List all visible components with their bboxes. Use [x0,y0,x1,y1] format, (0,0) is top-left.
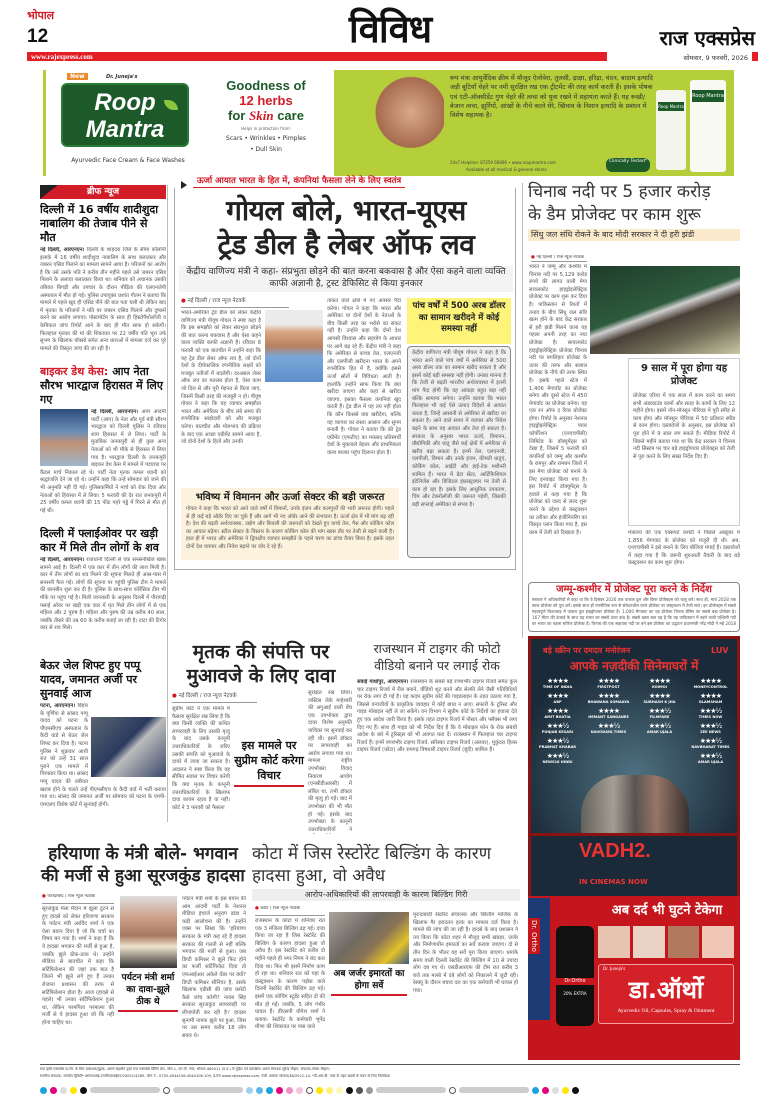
kota-story [252,843,520,901]
star-rating: ★★★½ [597,722,620,730]
tiger-body [357,679,517,829]
star-rating: ★★★★ [546,707,569,715]
color-swatch [542,1087,549,1094]
jk-box [528,582,740,632]
box-story-title[interactable]: पांच वर्षों में 500 अरब डॉलर का सामान खरीदने में कोई समस्या नहीं [412,301,506,334]
star-rating: ★★★★ [597,677,620,685]
story-headline[interactable] [40,365,166,407]
neck-pain-photo [633,926,665,958]
chenab-byline [531,255,587,262]
headline-red: बाइकर डेथ केस: [40,365,109,378]
chenab-body-2: मंत्रालय की एक एक्सपर्ट कमेटी ने पिछले अक्टूबर में 1,856 मेगावाट के प्रोजेक्ट को मंजूरी दी थी। अब, एनएचपीसी ने इसे बनाने के लिए बोलियां मंगाई हैं। दस्तावेजों में कहा गया है कि जरूरी शुरुआती तैयारी के बाद बड़े कंस्ट्रक्शन का काम शुरू होगा। [628,530,740,567]
brief-news-label [40,185,166,199]
rating-item [584,692,633,705]
color-swatch [572,1087,579,1094]
story-body: आम आदमी पार्टी (आप) के नेता और पूर्व मंत्री सौरभ भारद्वाज को दिल्ली पुलिस ने रविवार शाम हिरासत में ले लिया। पार्टी के मुताबिक जनकपुरी से ही कुछ अन्य नेताओं को भी मौके से हिरासत में लिया गया है। भारद्वाज दिल्ली के जनकपुरी बाइकर डेथ केस में मामले में पदयात्रा पर कैंडल मार्च निकाल रहे थे। पार्टी नेता मृतक कमल ध्यानी को श्रद्धांजलि देने जा रहे थे। उन्होंने कहा कि उन्हें सोमवार को जाने की भी अनुमति नहीं दी गई। पुलिसकर्मियों ने मार्च को रोक दिया और नेताओं को हिरासत में ले लिया। 5 फरवरी की देर रात जनकपुरी में 25 वर्षीय कमल ध्यानी की 15 फीट गहरे गड्ढे में गिरने से मौत हो गई थी। [40,409,166,514]
bullet-icon: ● [181,298,186,304]
rating-source: PUNJAB KESARI [541,730,574,734]
mritak-body-1: सुप्रीम कोर्ट ने एक मामले में फैसला सुरक्षित रख लिया है कि क्या किसी व्यक्ति की कथित लापरवाही के लिए उसकी मृत्यु के बाद उसके कानूनी उत्तराधिकारियों के जरिए उसकी संपत्ति को मुआवजे के दायरे में लाया जा सकता है। अदालत ने स्पष्ट किया कि वह सीमित सवाल पर विचार करेगी कि क्या मृतक के कानूनी उत्तराधिकारियों के खिलाफ दावा कायम रहता है या नहीं। कोर्ट ने 3 फरवरी को फैसला [172,706,230,811]
star-rating: ★★★½ [648,722,671,730]
bottle-label: Dr.Ortho [556,978,594,985]
ortho-tagline: Ayurvedic Oil, Capsules, Spray & Ointment [617,1008,715,1014]
registration-mark-icon [449,1087,456,1094]
issue-date: सोमवार, 9 फरवरी, 2026 [683,54,748,62]
story-text: दिल्ली के शाहदरा जिले के सीमा कॉलोनी इलाके में 16 वर्षीय शादीशुदा नाबालिग के साथ बलात्कार और जबरन एसिड पिलाने का मामला सामने आया है। परिजनों का आरोप है कि उसे उसके पति ने करीब तीन महीने पहले उसे जबरन एसिड पिलाने के अलावा बलात्कार किया था। शनिवार को अचानक उसकी तबियत बिगड़ी और उपचार के दौरान पीड़िता की एलएनजेपी अस्पताल में मौत हो गई। पुलिस उपायुक्त प्रशांत गौतम ने बताया कि मामले में पहले खुद ही एसिड पीने की बात पता चली थी लेकिन बाद में मृतका के परिजनों ने पति पर जबरन एसिड पिलाने और दुष्कर्म करने का आरोप लगाया। पोस्टमॉर्टम के साथ ही हिस्टोपैथोलॉजी व केमिकल जांच रिपोर्ट आने के बाद ही मौत साफ हो सकेगी। फिलहाल मृतका की मां की शिकायत पर 22 वर्षीय पति भूरा उर्फ सुभम के खिलाफ पॉक्सो समेत अन्य धाराओं में मामला दर्ज कर पूरे मामले की विस्तृत जांच की जा रही है। [40,247,166,352]
kota-deck: आरोप-अधिकारियों की लापरवाही के कारण बिल्डिंग गिरी [252,889,520,901]
movie-actors-photo [581,775,689,833]
skin-care-line [201,108,331,123]
lead-body-2: ताकत वाले क्षेत्रों में नए अवसर पैदा करेगा। गोयल ने कहा कि भारत और अमेरिका या दोनों देशों के नेताओं के बीच किसी तरह का भरोसे का संकट नहीं है। उन्होंने कहा कि दोनों देश आपसी विश्वास और सहयोग के आधार पर आगे बढ़ रहे हैं। केंद्रीय मंत्री ने कहा कि अमेरिका से कच्चा तेल, एलएनजी और एलपीजी खरीदना भारत के अपने रणनीतिक हित में है, क्योंकि इससे ऊर्जा स्रोतों में विविधता आती है। हालांकि उन्होंने साफ किया कि क्या खरीदा जाएगा और कहां से खरीदा जाएगा, इसका फैसला कंपनियां खुद करती हैं। ट्रेड डील में यह तय नहीं होता कि कौन किससे क्या खरीदेगा, बल्कि यह व्यापार का रास्ता आसान और सुगम बनाती है। गोयल ने बताया कि फ्री ट्रेड एग्रीमेंट (एफटीए) का मकसद प्रतिस्पर्धी देशों के मुकाबले बेहतर और प्राथमिकता वाला बाजार पहुंच दिलाना होता है। [327,298,401,456]
story-body-wrap [40,703,166,817]
rating-source: TIME OF INDIA [542,685,573,689]
color-swatch [326,1087,333,1094]
dateline: नई दिल्ली, आरएनएन। [40,247,85,253]
chenab-story [528,181,762,241]
kota-byline [255,906,325,916]
story-headline[interactable]: बेऊर जेल शिफ्ट हुए पप्पू यादव, जमानत अर्जी पर सुनवाई आज [40,659,141,700]
color-swatch [256,1087,263,1094]
rating-item [686,707,735,720]
rating-source: NAVODAYA TIMES [590,730,627,734]
chenab-body-col2 [592,358,624,576]
story-body-wrap [40,409,166,523]
star-rating: ★★★★ [648,677,671,685]
color-swatch [70,1087,77,1094]
right-divider [522,183,523,638]
haryana-body-2: पर्यटन मंत्री शर्मा के इस बयान की आम आदमी पार्टी के नेशनल मीडिया इंचार्ज अनुराग ढांडा ने कड़ी आलोचना की है। उन्होंने एक्स पर लिखा कि 'हरियाणा सरकार के मंत्री कह रहे हैं हादसा सरकार की गलती से नहीं बल्कि भगवान की मर्जी से हुआ। जब डिप्टी कमिश्नर ने झूले फिट होने का फर्जी सर्टिफिकेट दिया तो एफआईआर अकेले वेंडर पर क्यों? डिप्टी कमिश्नर सीनियर है, उसके खिलाफ एडीसी की जांच कमेटी कैसे जांच करेगी? नायब सिंह सरकार सूरजकुंड लापरवाही पर लीपापोती कर रही है।' हादसा सुनामी नामक झूले पर हुआ, जिस पर उस समय करीब 18 लोग सवार थे। [182,896,246,1039]
color-swatch [336,1087,343,1094]
movie-cta: IN CINEMAS NOW [579,878,648,886]
byline-text: कोटा / राज न्यूज नेटवर्क [260,906,301,911]
movie-title: VADH2. [579,840,651,862]
ortho-maker: Dr. Juneja's [603,966,626,971]
haryana-body-1: सूरजकुंड मेला मैदान में झूला टूटने से हुए हादसे को लेकर हरियाणा सरकार के पर्यटन मंत्री अरविंद शर्मा ने एक ऐसा बयान दिया है जो कि चर्चा का विषय बन गया है। शर्मा ने कहा है कि ये हादसा भगवान की मर्जी से हुआ है, जबकि झूले ठीक-ठाक थे। उन्होंने मीडिया से बातचीत में कहा कि सर्टिफिकेशन की जहां तक बात है जितने भी झूले लगे हुए हैं उनका रोजाना प्रशासन की तरफ से सर्टिफिकेशन होता है। आज (हादसे से पहले) भी उनका सर्टिफिकेशन हुआ था, लेकिन परमपिता परमात्मा की मर्जी से ये हादसा हुआ जो कि नहीं होना चाहिए था। [42,906,114,1026]
jk-body: सरकार ने अधिकारियों से कहा था कि वे दिसंबर 2026 तक पाकल दुल और किरू प्रोजेक्ट्स को चालू करें। साथ ही, मार्च 2028 तक क्वार प्रोजेक्ट को पूरा करें। इसके साथ ही रणनीतिक रूप से संवेदनशील रतले प्रोजेक्ट पर कंस्ट्रक्शन में तेजी लाएं। इन प्रोजेक्ट्स में सबसे महत्वपूर्ण किश्तवाड़ में पाकल दुल हाइड्रोपावर प्रोजेक्ट है। 1,000 मेगावाट का यह प्रोजेक्ट चिनाब बेसिन का सबसे बड़ा प्रोजेक्ट है। 167 मीटर की ऊंचाई के साथ यह भारत का सबसे ऊंचा बांध है। सबसे खास बात यह है कि यह पाकिस्तान में बहने वाली पश्चिमी नदी पर भारत का पहला स्टोरेज प्रोजेक्ट है। चिनाब की एक सहायक नदी पर बने इस प्रोजेक्ट का उद्घाटन प्रधानमंत्री नरेंद्र मोदी ने मई 2018 [532,597,736,626]
studio-logo: LUV [711,646,729,655]
piyush-goyal-photo [265,310,323,382]
rating-item [686,737,735,750]
color-swatch [296,1087,303,1094]
rating-source: AMIT BHATIA [544,715,571,719]
color-swatch [356,1087,363,1094]
story-body: बिहार के पूर्णिया से सांसद पप्पू यादव को पटना के पीएमसीएच अस्पताल के कैदी वार्ड से बेऊर जेल शिफ्ट कर दिया है। पटना पुलिस ने शुक्रवार आधी रात को उन्हें 31 साल पुराने एक मामले में गिरफ्तार किया था। सांसद पप्पू यादव की तबीयत खराब होने के चलते उन्हें पीएमसीएच के कैदी वार्ड में भर्ती कराया गया था। सांसद की जमानत अर्जी पर सोमवार को पटना के एमपी-एमएलए विशेष कोर्ट में सुनवाई होगी। [40,703,166,808]
registration-bar [459,1087,529,1093]
ortho-bottle [556,926,594,1026]
star-rating: ★★★½ [699,752,722,760]
lead-col-1 [181,296,289,311]
registration-bar [376,1087,446,1093]
column-divider [167,185,168,822]
roop-mantra-ad[interactable] [43,70,334,176]
edition-city: भोपाल [27,9,55,22]
star-rating: ★★★½ [699,737,722,745]
kicker: ऊर्जा आयात भारत के हित में, कंपनियां फैसला लेने के लिए स्वतंत्र [193,176,405,188]
roop-mantra-logo [61,83,189,147]
mritak-gutter [234,690,304,736]
color-swatch [316,1087,323,1094]
vadh2-title-panel [528,836,740,896]
brief-news-title: ब्रीफ न्यूज [86,187,120,197]
byline-text: नई दिल्ली / राज न्यूज नेटवर्क [178,693,237,699]
tiger-story [357,640,517,829]
color-swatch [50,1087,57,1094]
brand-name: राज एक्सप्रेस [659,26,755,50]
color-swatch [266,1087,273,1094]
brief-story-4 [40,659,166,817]
story-headline[interactable]: दिल्ली में फ्लाईओवर पर खड़ी कार में मिले तीन लोगों के शव [40,527,159,554]
rating-item [584,707,633,720]
rating-item [686,677,735,690]
sub-story-title[interactable]: भविष्य में विमानन और ऊर्जा सेक्टर की बड़ी जरूरत [195,492,385,503]
ortho-logo-box [598,964,734,1024]
ad-availability: Available at all medical & general stores [466,167,547,172]
star-rating: ★★★★ [648,692,671,700]
chenab-deck: सिंधु जल संधि रोकने के बाद मोदी सरकार ने दी हरी झंडी [528,229,740,241]
label-corner [40,185,58,199]
rating-source: HEMANT SANGANEE [588,715,629,719]
brief-story-1 [40,203,166,361]
bullet-icon: ● [42,894,46,899]
rating-item [584,722,633,735]
color-swatch [40,1087,47,1094]
rating-item [533,677,582,690]
rating-item [635,707,684,720]
movie-top-line: बड़े स्क्रीन पर दमदार मनोरंजन [543,646,631,655]
product-tube-2 [690,80,726,172]
haryana-story [40,843,246,887]
mritak-headline[interactable]: मृतक की संपत्ति पर मुआवजे के लिए दावा [186,641,336,687]
dam-photo [590,266,740,354]
dateline: सवाई माधोपुर, आरएनएन। [357,679,409,685]
star-rating: ★★★★ [699,677,722,685]
story-body [40,557,166,655]
color-swatch [60,1087,67,1094]
byline-text: नई दिल्ली / राज न्यूज नेटवर्क [536,255,584,260]
chenab-body: भारत ने जम्मू और कश्मीर में चिनाब नदी पर 5,129 करोड़ रुपये की लागत वाली मेगा सावलकोट हाइड्रोइलेक्ट्रिक प्रोजेक्ट पर काम शुरू कर दिया है। पाकिस्तान से रिश्तों में तनाव के बीच सिंधु जल संधि खत्म होने के बाद केंद्र सरकार से हरी झंडी मिलने वाला यह पहला अपनी तरह का नया प्रोजेक्ट है। सावलकोट हाइड्रोइलेक्ट्रिक प्रोजेक्ट चिनाब नदी पर बगलिहार प्रोजेक्ट के ऊपर की तरफ और सलाल प्रोजेक्ट के नीचे की तरफ स्थित है। इसके पहले स्टेज में 1,406 मेगावॉट का प्रोजेक्ट बनेगा और दूसरे स्टेज में 450 मेगावॉट का प्रोजेक्ट बनेगा। यह एक रन ऑफ द रिवर प्रोजेक्ट होगा। रिपोर्ट के अनुसार नेशनल हाइड्रोइलेक्ट्रिक पावर कॉर्पोरेशन (एनएचपीसी) लिमिटेड के डॉक्यूमेंट्स को देखा है, जिसमें 5 फरवरी को कंपनियों को जम्मू और कश्मीर के रामपुर और रामबन जिलों में इस मेगा प्रोजेक्ट को बनाने के लिए इनवाइट किया गया है। इस रिपोर्ट में डॉक्यूमेंट्स के हवाले से कहा गया है कि प्रोजेक्ट को जल्द से जल्द शुरू करने के उद्देश्य से कंस्ट्रक्शन का तरीका और इंजीनियरिंग का विस्तृत प्लान किया गया है, इस काम में तेजी को दिखाता है। [529,264,587,536]
brand-line-1: Roop [94,89,156,116]
star-rating: ★★★★ [546,677,569,685]
star-rating: ★★★½ [699,707,722,715]
rating-source: SUBHASH K JHA [643,700,676,704]
ad-maker: Dr. Juneja's [106,74,138,80]
ortho-box [528,898,550,1020]
kota-pullquote: अब जर्जर इमारतों का होगा सर्वे [331,968,407,996]
story-headline[interactable]: दिल्ली में 16 वर्षीय शादीशुदा नाबालिग की तेजाब पीने से मौत [40,203,159,244]
benefits-line-2: • Dull Skin [250,146,282,153]
star-rating: ★★★½ [546,722,569,730]
rating-item [686,752,735,765]
clinically-tested-badge: Clinically Tested* [606,158,650,172]
ad-body: रूप मंत्रा आयुर्वेदिक क्रीम में मौजूद ऐलोवेरा, तुलसी, द्राक्षा, हरिद्रा, चंदन, बादाम इत्यादि जड़ी बूटियाँ चेहरे पर नमी सुरक्षित रख एक ट्रीटमेंट की तरह कार्य करती हैं। इसके पोषक एवं एंटी-ऑक्सीडेंट गुण चेहरे की त्वचा को युवा रखने में सहायता करते हैं। यह रूखी/ बेजान त्वचा, झुर्रियों, आंखों के नीचे काले घेरे, खिंचाव के निशान इत्यादि के प्रबंधन में विशेष सहायक है। [450,74,653,120]
ad-tagline: Ayurvedic Face Cream & Face Washes [71,157,185,164]
mritak-pullquote: इस मामले पर सुप्रीम कोर्ट करेगा विचार [234,738,304,787]
red-rule-end [752,52,758,61]
box-label: Dr. Ortho [530,920,538,952]
back-pain-photo [702,926,734,958]
byline-text: फरीदाबाद / राज न्यूज नेटवर्क [47,894,96,899]
rating-source: BHAWANA SOMAAYA [587,700,630,704]
color-swatch [562,1087,569,1094]
ad-model-photo [334,70,444,176]
ortho-headline: अब दर्द भी घुटने टेकेगा [611,903,723,918]
rating-source: KOIMOI [652,685,667,689]
kota-body-1: राजस्थान के कोटा में शनिवार रात एक 3 मंजिला बिल्डिंग ढह गई। दावा किया जा रहा है जिस रेस्टोरेंट की बिल्डिंग के कारण हादसा हुआ वो अवैध है। इस रेस्टोरेंट को करीब दो महीने पहले ही नगर निगम ने बंद करा दिया था। फिर भी इसमें निर्माण काम हो रहा था। शनिवार रात को यहां के कंस्ट्रक्शन के कारण पड़ोस वाले दिल्ली रेस्टोरेंट की बिल्डिंग ढह गई। इसमें एक कोचिंग स्टूडेंट सहित दो की मौत हो गई। जबकि, 5 लोग गंभीर घायल हैं। डीएसपी योगेश शर्मा ने बताया- रेस्टोरेंट के कर्मचारी भूपेंद्र मीणा की शिकायत पर पास वाले [255,918,325,1031]
rating-item [635,722,684,735]
chenab-box-title[interactable]: 9 साल में पूरा होगा यह प्रोजेक्ट [640,363,728,387]
box-story-body: केंद्रीय वाणिज्य मंत्री पीयूष गोयल ने कहा है कि भारत आने वाले पांच वर्षों में अमेरिका से 500 अरब डॉलर तक का सामान खरीद सकता है और इसमें कोई बड़ी समस्या नहीं होगी। उनका मानना है कि तेजी से बढ़ती भारतीय अर्थव्यवस्था में इतनी मांग पैदा होगी कि यह आंकड़ा बहुत बड़ा नहीं बल्कि सामान्य लगेगा। उन्होंने बताया कि भारत फिलहाल भी कई ऐसे उत्पाद विदेशों से आयात करता है, जिन्हें आसानी से अमेरिका से खरीदा जा सकता है। आने वाले समय में व्यापार और निवेश बढ़ने के साथ यह आयात और तेज हो सकता है। सरकार के अनुसार भारत ऊर्जा, विमानन, प्रौद्योगिकी और धातु जैसे कई क्षेत्रों में अमेरिका से खरीद बढ़ा सकता है। इनमें तेल, एलएनजी, एलपीजी, विमान और उनके इंजन, कीमती धातुएं, कोकिंग कोल, आईटी और हाई-टेक मशीनरी शामिल हैं। भारत में डेटा सेंटर, आर्टिफिशियल इंटेलिजेंस और डिजिटल इंफ्रास्ट्रक्चर पर तेजी से काम हो रहा है। इसके लिए आधुनिक उपकरण, चिप और टेक्नोलॉजी की जरूरत पड़ेगी, जिसकी बड़ी सप्लाई अमेरिका से संभव है। [412,350,506,508]
website[interactable]: www.rajexpress.com [31,53,93,61]
rating-source: TIMES NOW [698,715,723,719]
star-rating: ★★★★ [597,707,620,715]
benefits-line-1: Scars • Wrinkles • Pimples [226,135,306,142]
arvind-sharma-photo [120,896,177,968]
star-rating: ★★★★ [546,692,569,700]
kota-body-2: मुरादाबादी रेस्टोरेंट संचालक और बिल्डिंग मालिक के खिलाफ गैर इरादतन हत्या का मामला दर्ज किया है। मामले की जांच की जा रही है। हादसे के बाद प्रशासन ने तय किया कि कोटा शहर में मौजूद सभी खंडहर, जर्जर और निर्माणाधीन इमारतों का सर्वे कराया जाएगा। दो से तीन दिन के भीतर यह सर्वे पूरा किया जाएगा। धमाके समय वाली दिल्ली रेस्टोरेंट की बिल्डिंग में 10 से ज्यादा लोग दब गए थे। एसडीआरएफ की टीम रात करीब 3 बजे तक मलबे में दबे लोगों को निकालने में जुटी रही। रेस्क्यू के दौरान बचाव दल का एक कर्मचारी भी घायल हो गया। [413,912,518,994]
movie-headline: आपके नज़दीकी सिनेमाघरों में [569,659,699,673]
for-text: for [228,108,246,123]
box-story-title-bg [407,298,511,344]
dateline: पटना, आरएनएन। [40,703,76,709]
haryana-headline[interactable]: हरियाणा के मंत्री बोले- भगवान की मर्जी से हुआ सूरजकुंड हादसा [41,844,245,886]
chenab-headline-1[interactable]: चिनाब नदी पर 5 हजार करोड़ [528,182,711,202]
bullet-icon: ● [531,255,535,260]
page-number: 12 [27,26,49,47]
brief-story-3 [40,527,166,655]
lead-deck: केंद्रीय वाणिज्य मंत्री ने कहा- संप्रभुता छोड़ने की बात करना बकवास है और ऐसा कहने वाला व्यक्ति काफी अज्ञानी है, ट्रस्ट डेफिसिट से किया इनकार [179,266,513,292]
rating-item [533,707,582,720]
rating-source: NAVBHARAT TIMES [691,745,730,749]
byline-text: नई दिल्ली / राज न्यूज नेटवर्क [187,298,246,304]
star-rating: ★★★½ [648,707,671,715]
rating-item [533,722,582,735]
goodness-block [201,78,331,123]
ad-helpline: 24x7 Helpline: 87259 66666 • www.roopmantra.com [450,160,556,165]
helps-with: Helps in protection from: [241,126,291,131]
sub-story-body: गोयल ने कहा कि भारत को आने वाले वर्षों में विमानों, उनके इंजन और कलपुर्जों की भारी जरूरत होगी। पहले से ही कई बड़े ऑर्डर दिए जा चुके हैं और आगे भी नए ऑर्डर आने की संभावना है। ऊर्जा क्षेत्र में भी मांग बढ़ रही है। देश की बढ़ती अर्थव्यवस्था, उद्योग और बिजली की जरूरतों को देखते हुए कच्चे तेल, गैस और कोकिंग कोल का आयात बढ़ेगा। स्टील सेक्टर के विस्तार के कारण कोकिंग कोल की मांग खास तौर पर तेजी से बढ़ने वाली है। हाल ही में भारत और अमेरिका ने द्विपक्षीय व्यापार समझौते के पहले चरण का ढांचा तैयार किया है। इसके तहत दोनों देश व्यापार और निवेश बढ़ाने पर जोर दे रहे हैं। [186,506,394,550]
color-swatch [246,1087,253,1094]
imprint-rule [40,1064,740,1065]
rating-item [533,752,582,765]
ortho-brand: डा.ऑर्थो [628,976,704,1004]
section-title: विविध [348,7,432,51]
rating-item [533,737,582,750]
star-rating: ★★★½ [699,722,722,730]
star-rating: ★★★★ [597,692,620,700]
jk-title[interactable]: जम्मू-कश्मीर में प्रोजेक्ट पूरा करने के निर्देश [556,584,712,595]
goodness-text: Goodness of [226,78,306,93]
rating-source: GLAMSHAM [698,700,723,704]
color-swatch [80,1087,87,1094]
pappu-yadav-photo [91,717,166,777]
new-badge: New [67,73,88,80]
rating-source: NEWS18 HINDI [542,760,573,764]
registration-mark-icon [163,1087,170,1094]
bullet-icon: ● [255,906,259,911]
rating-source: MONEYCONTROL [693,685,728,689]
star-rating: ★★★★ [699,692,722,700]
registration-bar [173,1087,243,1093]
kicker-arrow-icon [181,181,187,189]
vadh2-movie-ad[interactable] [528,636,740,836]
masthead [0,0,778,64]
chenab-box [628,358,740,526]
star-rating: ★★★½ [546,737,569,745]
dateline: नई दिल्ली, आरएनएन। [40,557,85,563]
mritak-body-2: सुरक्षित रख लिया। जस्टिस जेके माहेश्वरी की अगुआई वाली बेंच एक उपभोक्ता द्वारा दायर विशेष अनुमति याचिका पर सुनवाई कर रही थी। इसमें डॉक्टर पर लापरवाही का आरोप लगाया गया था। मामला राष्ट्रीय उपभोक्ता विवाद निवारण आयोग (एनसीडीआरसी) में लंबित था, तभी डॉक्टर की मृत्यु हो गई। बाद में उपभोक्ता की भी मौत हो गई। इसके बाद उपभोक्ता के कानूनी उत्तराधिकारियों ने [308,690,352,833]
pain-photos [598,926,734,958]
lead-headline-1[interactable]: गोयल बोले, भारत-यूएस [226,194,466,227]
imprint-line-1: राज इंदौर एक्सप्रेस प्रा.लि. के लिए प्रकाशक/मुद्रक- अरुण सहलोत द्वारा राज एक्सप्रेस प्रिंटिंग प्रेस, जोन-1, एम.पी. नगर, भोपाल-462011 (म.प्र.) से मुद्रित एवं प्रकाशित। प्रधान संपादक-सुरेन्द्र चौहान, संपादक-संजय चौहान। [40,1067,330,1071]
tiger-text: राजस्थान के सबसे बड़े रणथंभौर टाइगर रिजर्व समेत कुल चार टाइगर रिजर्व में रील बनाने, वीडियो शूट करने और सेल्फी लेने जैसी गतिविधियों पर रोक लगा दी गई है। यह कदम सुप्रीम कोर्ट की गाइडलाइन के तहत उठाया गया है, जिससे वन्यजीवों के प्राकृतिक व्यवहार में कोई बाधा न आए। सफारी के टूरिस्ट और गाइड मोबाइल नहीं ले जा सकेंगे। वन विभाग ने सुप्रीम कोर्ट के निर्देशों का हवाला देते हुए एक आदेश जारी किया है। इसके तहत टाइगर रिजर्व में पोस्टर और फ्लैक्स भी लगा दिए गए हैं। साथ ही गाइड को भी निर्देश दिए हैं कि वे मोबाइल फोन के रोक संबंधी आदेश के बारे में टूरिस्ट्स को भी अवगत करा दें। राजस्थान में फिलहाल चार टाइगर रिजर्व हैं। इनमें रणथंभौर टाइगर रिजर्व, सरिस्का टाइगर रिजर्व (अलवर), मुकुंदरा हिल्स टाइगर रिजर्व (कोटा) और रामगढ़ विषधारी टाइगर रिजर्व (बूंदी) शामिल हैं। [357,679,517,754]
lead-body-1: भारत-अमेरिका ट्रेड डील को लेकर केंद्रीय वाणिज्य मंत्री पीयूष गोयल ने स्पष्ट कहा है कि इस समझौते को लेकर संप्रभुता छोड़ने की बात करना बकवास है और ऐसा कहने वाला व्यक्ति काफी अज्ञानी है। रविवार 8 फरवरी को एक बातचीत में उन्होंने कहा कि यह ट्रेड डील लेबर ऑफ लव है, जो दोनों देशों के दीर्घकालिक रणनीतिक लक्ष्यों को मजबूत नतीजों में बदलेगी। दरअसल लेबर ऑफ लव का मतलब होता है, ऐसा काम जो दिल से और पूरी मेहनत से किया जाए, जिसमें किसी तरह की मजबूरी न हो। पीयूष गोयल ने कहा कि यह व्यापार समझौता भारत और अमेरिका के बीच लंबे समय की रणनीतिक साझेदारी को और मजबूत करेगा। बातचीत और मोलभाव की प्रक्रिया के बाद एक अच्छा एग्रीमेंट सामने आया है, जो दोनों देशों के हितों और उनकी [181,310,261,446]
color-swatch [532,1087,539,1094]
lead-headline-2[interactable]: ट्रेड डील है लेबर ऑफ लव [217,228,475,261]
color-swatch [276,1087,283,1094]
rating-source: ABP [553,700,562,704]
rating-item [533,692,582,705]
bullet-icon: ● [172,693,177,699]
story-text: राजधानी दिल्ली से एक सनसनीखेज खबर सामने आई है। दिल्ली में एक कार में तीन लोगों की लाश मिली है। कार में तीन लोगों का शव मिलने की सूचना मिलते ही आस-पास में सनसनी फैल गई। लोगों की सूचना पर पहुंची पुलिस टीम ने मामले की छानबीन शुरू कर दी है। पुलिस के साथ-साथ फॉरेंसिक टीम भी मौके पर पहुंच गई है। मिली जानकारी के अनुसार दिल्ली में पीरागढ़ी फ्लाई ओवर पर खड़ी एक कार में मृत मिले तीन लोगों में से एक महिला और 2 पुरुष हैं। महिला और पुरुष की उम्र करीब 40 साल, जबकि तीसरे की उम्र 60 के करीब बताई जा रही है। टाटा की टिगोर कार से शव मिले। [40,557,166,632]
story-body [40,247,166,361]
roop-mantra-ad-copy [444,70,734,176]
imprint-line-2: स्थानीय संपादक- जगदीप द्विवेदी* आरएनआई-एमपीएचआईएन/2005/14289, फोन नं.- 0755-4044106-4044106-109, ई-मेल www.rajexpress.com, पंजी. क्रमांक भोपाल/38/2012-14. *पी.आर.बी. एक्ट के तहत खबरों के चयन के लिए जिम्मेदार। [40,1074,391,1078]
rating-item [584,677,633,690]
color-swatch [286,1087,293,1094]
headline-text: आप नेता सौरभ भारद्वाज हिरासत में लिए गए [40,365,163,406]
skin-text: Skin [249,108,274,123]
brief-news-column [40,185,166,822]
care-text: care [277,108,304,123]
kota-headline[interactable]: कोटा में जिस रेस्टोरेंट बिल्डिंग के कारण हादसा हुआ, वो अवैध [252,844,492,886]
offer-label: 20% EXTRA [563,991,587,996]
haryana-pullquote: पर्यटन मंत्री शर्मा का दावा-झूले ठीक थे [118,972,178,1012]
brand-line-2: Mantra [85,116,165,143]
pack-label-2: Roop Mantra [692,90,724,102]
tiger-headline[interactable]: राजस्थान में टाइगर की फोटो वीडियो बनाने पर लगाई रोक [373,641,501,673]
ratings-grid [533,677,735,765]
haryana-byline [42,894,114,904]
rating-source: FILMFARE [649,715,670,719]
lead-story [174,176,516,570]
saurabh-bharadwaj-photo [40,409,88,466]
rating-item [635,677,684,690]
registration-mark-icon [306,1087,313,1094]
rating-item [635,692,684,705]
registration-bar [90,1087,160,1093]
rating-source: PRABHAT KHABAR [539,745,576,749]
byline [181,296,289,308]
sub-story-box [181,488,399,560]
herbs-text: 12 herbs [239,93,293,108]
rating-source: FIRSTPOST [597,685,620,689]
dr-ortho-ad[interactable] [528,896,740,1060]
movie-poster [531,639,737,833]
chenab-headline-2[interactable]: के डैम प्रोजेक्ट पर काम शुरू [528,205,701,225]
chenab-box-body: प्रोजेक्ट एरिया में एक साल में काम करने का समय सभी अंडरग्राउंड कामों और सतह के कामों के लिए 12 महीने होगा। इसमें नॉन-मॉनसून पीरियड में पूरी स्पीड से काम होगा और मॉनसून पीरियड में 50 प्रतिशत स्पीड से काम होगा। दस्तावेजों के अनुसार, इस प्रोजेक्ट को पूरा होने में 9 साल लग सकते हैं। मीडिया रिपोर्ट में पिछले महीने बताया गया था कि केंद्र सरकार ने चिनाब नदी सिस्टम पर चार बड़े हाइड्रोपावर प्रोजेक्ट्स को तेजी से पूरा करने के लिए सख्त निर्देश दिए हैं। [633,393,735,460]
color-swatch [552,1087,559,1094]
rating-source: AMAR UJALA [646,730,673,734]
kota-collapse-photo [329,912,409,964]
brief-story-2 [40,365,166,523]
rating-item [686,692,735,705]
box-story [407,346,511,558]
dateline: नई दिल्ली, आरएनएन। [91,409,138,415]
knee-pain-photo [598,926,630,958]
color-registration-bar [40,1086,740,1094]
rating-source: ZEE NEWS [700,730,721,734]
product-tube-1 [656,90,686,170]
red-rule [27,52,607,61]
star-rating: ★★★½ [546,752,569,760]
rating-item [686,722,735,735]
shoulder-pain-photo [668,926,700,958]
pack-label: Roop Mantra [658,104,684,109]
color-swatch [366,1087,373,1094]
rating-source: AMAR UJALA [697,760,724,764]
color-swatch [346,1087,353,1094]
